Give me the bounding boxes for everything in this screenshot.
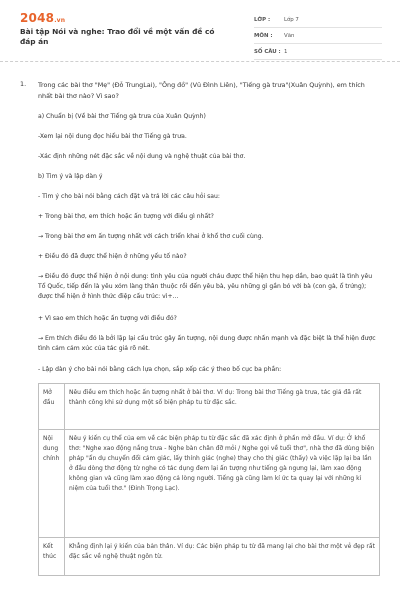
row-content: Nêu ý kiến cụ thể của em về các biện pháp tu từ đặc sắc đã xác định ở phần mở đầu. Ví dụ: Ở khổ thơ: "Nghe xao động nắng trưa - Nghe bàn chân đỡ mỏi / Nghe gọi về tuổi thơ", nhà thơ đã dùng biện pháp "ẩn dụ chuyển đổi cảm giác, lấy thính giác (nghe) thay cho thị giác (thấy) và việc lặp lại ba lần ở đầu dòng thơ động từ nghe có tác dụng đem lại ấn tượng như tiếng gà ngưng lại, làm xao động không gian và cũng làm xao động cả lòng người. Tiếng gà cũng làm kí ức ta quay lại với những kỉ niệm của tuổi thơ." (Đinh Trọng Lạc). [65,430,380,538]
table-row [39,384,380,430]
paragraph: -Xem lại nội dung đọc hiểu bài thơ Tiếng gà trưa. [38,133,187,140]
page-header [0,0,400,58]
row-label: Mở đầu [39,384,65,430]
meta-label: MÔN : [254,32,273,39]
row-label: Kết thúc [39,538,65,576]
paragraph: b) Tìm ý và lập dàn ý [38,173,103,180]
row-content: Khẳng định lại ý kiến của bản thân. Ví dụ: Các biện pháp tu từ đã mang lại cho bài thơ một vẻ đẹp rất đặc sắc về nghệ thuật ngôn từ. [65,538,380,576]
paragraph: + Điều đó đã được thể hiện ở những yếu tố nào? [38,253,187,260]
question-text: Trong các bài thơ "Mẹ" (Đỗ TrungLai), "Ông đồ" (Vũ Đình Liên), "Tiếng gà trưa"(Xuân Quỳnh), em thích nhất bài thơ nào? Vì sao? [38,81,365,100]
paragraph: → Trong bài thơ em ấn tượng nhất với cách triển khai ở khổ thơ cuối cùng. [38,233,264,240]
header-divider [0,61,400,62]
question-number: 1. [20,80,27,88]
paragraph: + Vì sao em thích hoặc ấn tượng với điều đó? [38,315,177,322]
paragraph: → Em thích điều đó là bởi lặp lại cấu trúc gây ấn tượng, nội dung được nhấn mạnh và đặc biệt là thể hiện được tình cảm cảm xúc của tác giả rõ nét. [38,335,376,352]
meta-row-count [254,44,382,60]
meta-value: Văn [284,32,295,39]
paragraph: - Tìm ý cho bài nói bằng cách đặt và trả lời các câu hỏi sau: [38,193,220,200]
meta-value: 1 [284,48,288,55]
paragraph: → Điều đó được thể hiện ở nội dung: tình yêu của người cháu được thể hiện thu hẹp dần, bao quát là tình yêu Tổ Quốc, tiếp đến là yêu xóm làng thân thuộc rồi đến yêu bà, yêu những gì gần bó với bà (con gà, ổ trứng); được thể hiện ở hình thức điệp cấu trúc: vì+... [38,273,373,300]
paragraph: a) Chuẩn bị (Về bài thơ Tiếng gà trưa của Xuân Quỳnh) [38,113,206,120]
paragraph: + Trong bài thơ, em thích hoặc ấn tượng với điều gì nhất? [38,213,214,220]
site-logo[interactable]: 2048.vn [20,11,66,25]
row-label: Nội dung chính [39,430,65,538]
row-content: Nêu điều em thích hoặc ấn tượng nhất ở bài thơ. Ví dụ: Trong bài thơ Tiếng gà trưa, tác giả đã rất thành công khi sử dụng một số biện pháp tu từ đặc sắc. [65,384,380,430]
page-title: Bài tập Nói và nghe: Trao đổi về một vấn đề có đáp án [20,27,215,46]
outline-table [38,383,380,576]
table-row [39,538,380,576]
meta-value: Lớp 7 [284,16,299,23]
meta-box [254,12,382,60]
meta-row-class [254,12,382,28]
paragraph: -Xác định những nét đặc sắc về nội dung và nghệ thuật của bài thơ. [38,153,246,160]
meta-label: LỚP : [254,16,271,23]
paragraph: - Lập dàn ý cho bài nói bằng cách lựa chọn, sắp xếp các ý theo bố cục ba phần: [38,366,282,373]
meta-row-subject [254,28,382,44]
table-row [39,430,380,538]
meta-label: SỐ CÂU : [254,48,281,55]
